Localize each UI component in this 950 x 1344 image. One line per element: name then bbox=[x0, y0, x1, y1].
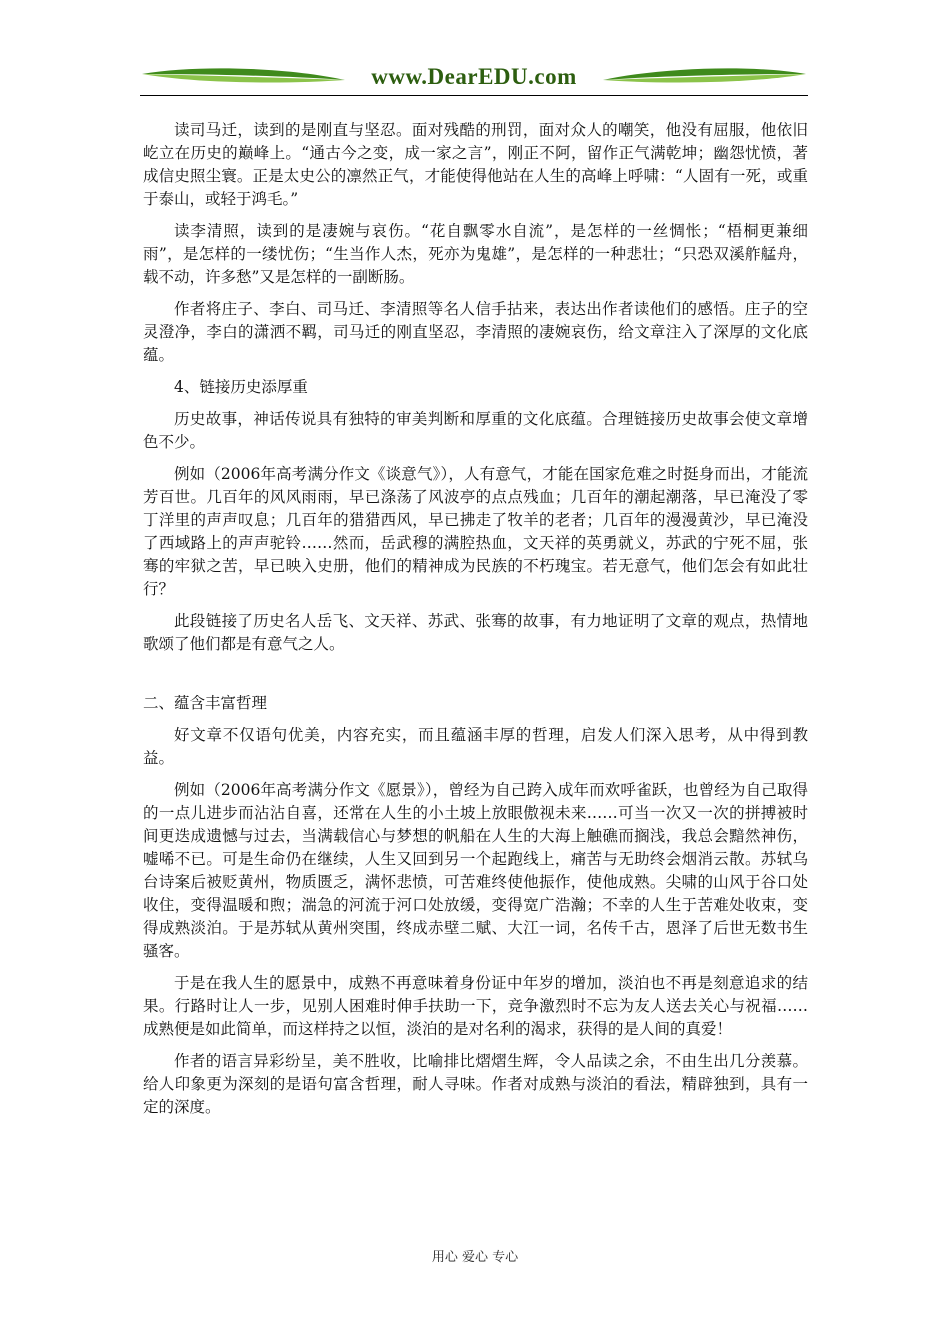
section-heading-4: 4、链接历史添厚重 bbox=[174, 378, 308, 396]
page-header bbox=[140, 62, 808, 96]
paragraph-example-yuanjing: 例如（2006年高考满分作文《愿景》），曾经为自己跨入成年而欢呼雀跃，也曾经为自己取得的一点儿进步而沾沾自喜，还常在人生的小土坡上放眼傲视未来……可当一次又一次的拼搏被时间更迭成遗憾与过去，当满载信心与梦想的帆船在人生的大海上触礁而搁浅，我总会黯然神伤，嘘唏不已。可是生命仍在继续，人生又回到另一个起跑线上，痛苦与无助终会烟消云散。苏轼乌台诗案后被贬黄州，物质匮乏，满怀悲愤，可苦难终使他振作，使他成熟。尖啸的山风于谷口处收住，变得温暖和煦；湍急的河流于河口处放缓，变得宽广浩瀚；不幸的人生于苦难处收束，变得成熟淡泊。于是苏轼从黄州突围，终成赤壁二赋、大江一词，名传千古，恩泽了后世无数书生骚客。 bbox=[143, 781, 808, 960]
paragraph-philosophy-intro: 好文章不仅语句优美，内容充实，而且蕴涵丰厚的哲理，启发人们深入思考，从中得到教益。 bbox=[143, 726, 808, 767]
site-logo-text: www.DearEDU.com bbox=[371, 64, 577, 89]
section-heading-2: 二、蕴含丰富哲理 bbox=[143, 694, 268, 712]
paragraph-commentary-3: 作者的语言异彩纷呈，美不胜收，比喻排比熠熠生辉，令人品读之余，不由生出几分羡慕。给人印象更为深刻的是语句富含哲理，耐人寻味。作者对成熟与淡泊的看法，精辟独到，具有一定的深度。 bbox=[143, 1052, 808, 1116]
paragraph-sima-qian: 读司马迁，读到的是刚直与坚忍。面对残酷的刑罚，面对众人的嘲笑，他没有屈服，他依旧屹立在历史的巅峰上。“通古今之变，成一家之言”，刚正不阿，留作正气满乾坤；幽怨忧愤，著成信史照尘寰。正是太史公的凛然正气，才能使得他站在人生的高峰上呼啸：“人固有一死，或重于泰山，或轻于鸿毛。” bbox=[143, 121, 808, 208]
paragraph-commentary-1: 作者将庄子、李白、司马迁、李清照等名人信手拈来，表达出作者读他们的感悟。庄子的空灵澄净，李白的潇洒不羁，司马迁的刚直坚忍，李清照的凄婉哀伤，给文章注入了深厚的文化底蕴。 bbox=[143, 300, 808, 364]
header-rule bbox=[140, 95, 808, 96]
paragraph-example-yiqi: 例如（2006年高考满分作文《谈意气》），人有意气，才能在国家危难之时挺身而出，才能流芳百世。几百年的风风雨雨，早已涤荡了风波亭的点点残血；几百年的潮起潮落，早已淹没了零丁洋里的声声叹息；几百年的猎猎西风，早已拂走了牧羊的老者；几百年的漫漫黄沙，早已淹没了西域路上的声声驼铃……然而，岳武穆的满腔热血，文天祥的英勇就义，苏武的宁死不屈，张骞的牢狱之苦，早已映入史册，他们的精神成为民族的不朽瑰宝。若无意气，他们怎会有如此壮行？ bbox=[143, 465, 808, 598]
paragraph-history-intro: 历史故事，神话传说具有独特的审美判断和厚重的文化底蕴。合理链接历史故事会使文章增色不少。 bbox=[143, 410, 808, 451]
paragraph-li-qingzhao: 读李清照，读到的是凄婉与哀伤。“花自飘零水自流”，是怎样的一丝惆怅；“梧桐更兼细雨”，是怎样的一缕忧伤；“生当作人杰，死亦为鬼雄”，是怎样的一种悲壮；“只恐双溪舴艋舟，载不动，许多愁”又是怎样的一副断肠。 bbox=[143, 222, 808, 286]
article-body bbox=[143, 119, 808, 1128]
paragraph-example-continued: 于是在我人生的愿景中，成熟不再意味着身份证中年岁的增加，淡泊也不再是刻意追求的结果。行路时让人一步，见别人困难时伸手扶助一下，竞争激烈时不忘为友人送去关心与祝福……成熟便是如此简单，而这样持之以恒，淡泊的是对名利的渴求，获得的是人间的真爱！ bbox=[143, 974, 808, 1038]
page-footer: 用心 爱心 专心 bbox=[431, 1250, 519, 1265]
paragraph-commentary-2: 此段链接了历史名人岳飞、文天祥、苏武、张骞的故事，有力地证明了文章的观点，热情地歌颂了他们都是有意气之人。 bbox=[143, 612, 808, 653]
